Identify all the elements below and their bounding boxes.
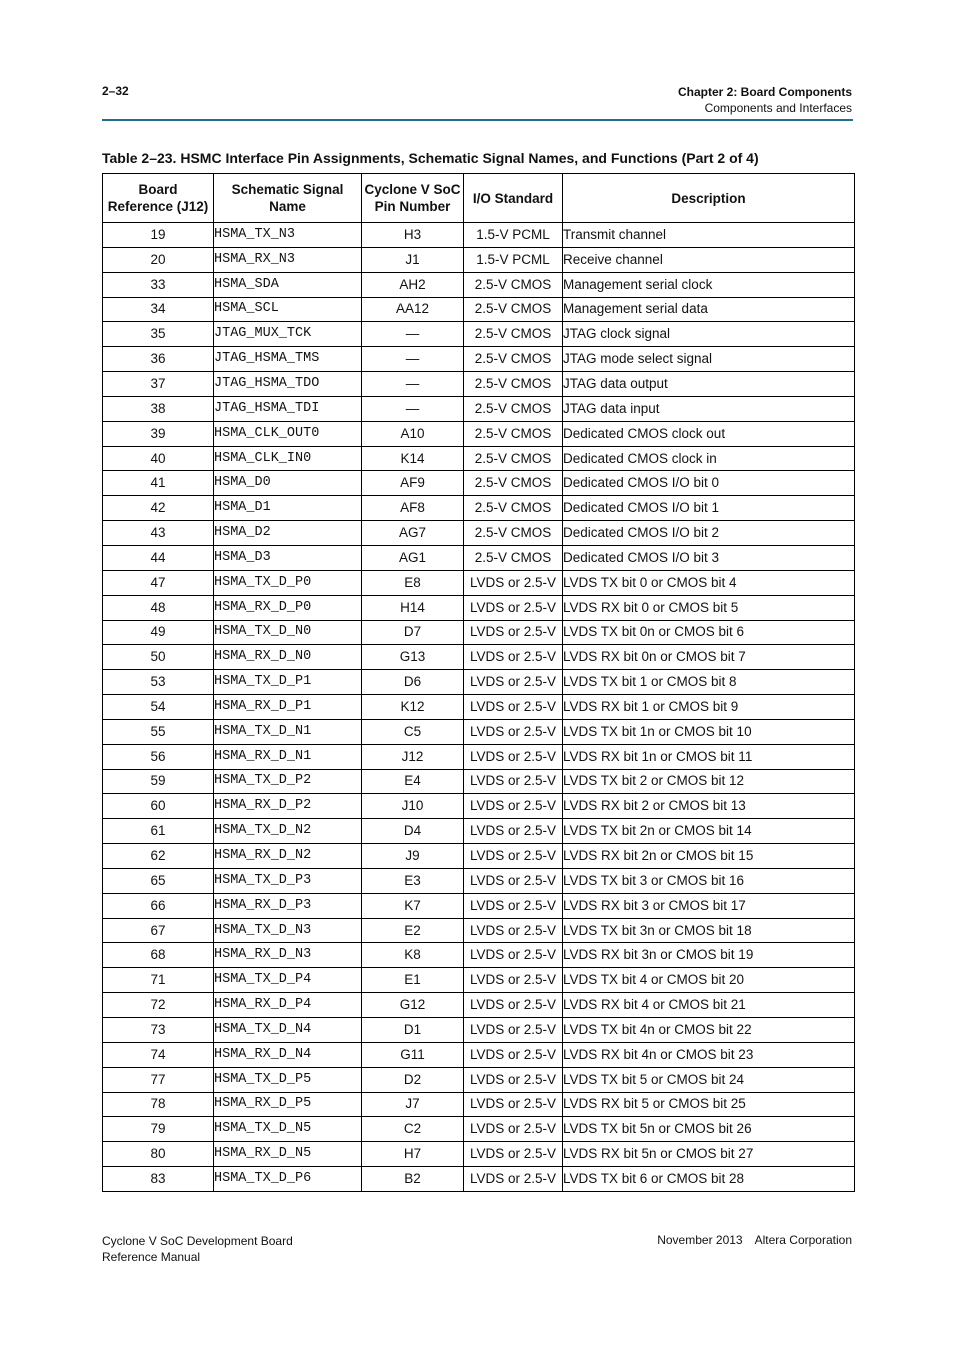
cell-signal-name: HSMA_RX_D_N3 [214,943,362,968]
cell-board-reference: 55 [103,719,214,744]
cell-pin-number: — [362,347,464,372]
cell-signal-name: HSMA_D1 [214,496,362,521]
table-row [103,372,855,397]
col-header-board-reference: Board Reference (J12) [103,174,214,223]
table-row [103,396,855,421]
table-row [103,1142,855,1167]
cell-description: LVDS TX bit 1 or CMOS bit 8 [563,670,855,695]
cell-description: Dedicated CMOS clock in [563,446,855,471]
table-row [103,1117,855,1142]
page-number: 2–32 [102,84,129,98]
cell-pin-number: J1 [362,247,464,272]
cell-io-standard: LVDS or 2.5-V [464,570,563,595]
cell-description: JTAG data input [563,396,855,421]
cell-pin-number: C5 [362,719,464,744]
cell-board-reference: 74 [103,1042,214,1067]
table-row [103,819,855,844]
cell-io-standard: 2.5-V CMOS [464,421,563,446]
table-row [103,645,855,670]
cell-pin-number: G13 [362,645,464,670]
cell-pin-number: — [362,396,464,421]
cell-board-reference: 47 [103,570,214,595]
cell-description: LVDS RX bit 5n or CMOS bit 27 [563,1142,855,1167]
cell-description: LVDS RX bit 3 or CMOS bit 17 [563,893,855,918]
cell-board-reference: 71 [103,968,214,993]
cell-pin-number: A10 [362,421,464,446]
cell-description: LVDS TX bit 3n or CMOS bit 18 [563,918,855,943]
table-row [103,1167,855,1192]
cell-pin-number: H14 [362,595,464,620]
cell-io-standard: 2.5-V CMOS [464,297,563,322]
cell-description: LVDS TX bit 1n or CMOS bit 10 [563,719,855,744]
cell-io-standard: LVDS or 2.5-V [464,993,563,1018]
cell-board-reference: 33 [103,272,214,297]
cell-board-reference: 36 [103,347,214,372]
cell-io-standard: LVDS or 2.5-V [464,645,563,670]
cell-signal-name: HSMA_RX_D_P1 [214,695,362,720]
cell-board-reference: 62 [103,844,214,869]
cell-signal-name: HSMA_TX_D_P4 [214,968,362,993]
table-row [103,844,855,869]
cell-description: LVDS TX bit 3 or CMOS bit 16 [563,868,855,893]
table-row [103,446,855,471]
cell-signal-name: HSMA_TX_D_P5 [214,1067,362,1092]
cell-description: Receive channel [563,247,855,272]
cell-signal-name: HSMA_SDA [214,272,362,297]
cell-board-reference: 72 [103,993,214,1018]
table-row [103,1067,855,1092]
cell-description: LVDS TX bit 4n or CMOS bit 22 [563,1018,855,1043]
cell-board-reference: 56 [103,744,214,769]
cell-pin-number: B2 [362,1167,464,1192]
cell-signal-name: HSMA_D2 [214,521,362,546]
table-row [103,670,855,695]
cell-io-standard: 1.5-V PCML [464,223,563,248]
footer-doc-title-line2: Reference Manual [102,1250,201,1264]
cell-board-reference: 78 [103,1092,214,1117]
cell-description: LVDS TX bit 2 or CMOS bit 12 [563,769,855,794]
cell-io-standard: 1.5-V PCML [464,247,563,272]
table-row [103,223,855,248]
cell-pin-number: D7 [362,620,464,645]
table-row [103,769,855,794]
cell-pin-number: K14 [362,446,464,471]
cell-signal-name: HSMA_TX_N3 [214,223,362,248]
cell-description: JTAG data output [563,372,855,397]
cell-signal-name: HSMA_D0 [214,471,362,496]
cell-io-standard: LVDS or 2.5-V [464,844,563,869]
cell-board-reference: 67 [103,918,214,943]
running-header [678,84,852,116]
cell-signal-name: HSMA_D3 [214,545,362,570]
cell-io-standard: LVDS or 2.5-V [464,1018,563,1043]
cell-description: Dedicated CMOS I/O bit 3 [563,545,855,570]
table-row [103,297,855,322]
cell-pin-number: D2 [362,1067,464,1092]
table-row [103,545,855,570]
table-row [103,347,855,372]
cell-io-standard: LVDS or 2.5-V [464,1167,563,1192]
table-row [103,744,855,769]
table-row [103,272,855,297]
cell-description: Dedicated CMOS I/O bit 2 [563,521,855,546]
cell-description: LVDS RX bit 2n or CMOS bit 15 [563,844,855,869]
table-row [103,595,855,620]
cell-description: JTAG clock signal [563,322,855,347]
cell-pin-number: AA12 [362,297,464,322]
cell-pin-number: AF9 [362,471,464,496]
table-row [103,421,855,446]
table-header-row [103,174,855,223]
cell-io-standard: LVDS or 2.5-V [464,595,563,620]
table-row [103,993,855,1018]
cell-board-reference: 35 [103,322,214,347]
table-row [103,893,855,918]
table-caption: Table 2–23. HSMC Interface Pin Assignments, Schematic Signal Names, and Functions (Part 2 of 4) [102,150,759,166]
cell-io-standard: LVDS or 2.5-V [464,1092,563,1117]
cell-pin-number: C2 [362,1117,464,1142]
cell-board-reference: 60 [103,794,214,819]
cell-io-standard: 2.5-V CMOS [464,545,563,570]
cell-board-reference: 20 [103,247,214,272]
cell-pin-number: E4 [362,769,464,794]
cell-description: Transmit channel [563,223,855,248]
cell-board-reference: 19 [103,223,214,248]
cell-description: LVDS TX bit 0 or CMOS bit 4 [563,570,855,595]
cell-io-standard: 2.5-V CMOS [464,521,563,546]
table-body [103,223,855,1192]
cell-board-reference: 44 [103,545,214,570]
cell-description: LVDS TX bit 5n or CMOS bit 26 [563,1117,855,1142]
cell-io-standard: 2.5-V CMOS [464,272,563,297]
footer-doc-title-line1: Cyclone V SoC Development Board [102,1234,293,1248]
cell-signal-name: HSMA_TX_D_N1 [214,719,362,744]
table-row [103,695,855,720]
cell-io-standard: LVDS or 2.5-V [464,769,563,794]
cell-pin-number: AG7 [362,521,464,546]
cell-signal-name: HSMA_RX_D_P3 [214,893,362,918]
cell-io-standard: LVDS or 2.5-V [464,695,563,720]
cell-signal-name: JTAG_HSMA_TDI [214,396,362,421]
cell-description: LVDS RX bit 1n or CMOS bit 11 [563,744,855,769]
cell-pin-number: H7 [362,1142,464,1167]
cell-io-standard: LVDS or 2.5-V [464,943,563,968]
cell-pin-number: E1 [362,968,464,993]
cell-io-standard: LVDS or 2.5-V [464,968,563,993]
cell-description: LVDS RX bit 0n or CMOS bit 7 [563,645,855,670]
cell-board-reference: 40 [103,446,214,471]
cell-io-standard: 2.5-V CMOS [464,396,563,421]
cell-board-reference: 38 [103,396,214,421]
cell-description: Dedicated CMOS clock out [563,421,855,446]
cell-signal-name: HSMA_RX_D_N2 [214,844,362,869]
table-row [103,943,855,968]
table-row [103,719,855,744]
cell-pin-number: D6 [362,670,464,695]
cell-description: LVDS RX bit 4n or CMOS bit 23 [563,1042,855,1067]
cell-signal-name: HSMA_RX_D_N0 [214,645,362,670]
table-row [103,918,855,943]
table-row [103,1042,855,1067]
table-row [103,471,855,496]
cell-pin-number: D1 [362,1018,464,1043]
cell-pin-number: — [362,322,464,347]
cell-pin-number: J12 [362,744,464,769]
cell-board-reference: 59 [103,769,214,794]
cell-io-standard: 2.5-V CMOS [464,496,563,521]
cell-description: Management serial clock [563,272,855,297]
cell-io-standard: LVDS or 2.5-V [464,719,563,744]
cell-signal-name: HSMA_RX_D_N5 [214,1142,362,1167]
cell-pin-number: AG1 [362,545,464,570]
cell-description: LVDS TX bit 5 or CMOS bit 24 [563,1067,855,1092]
col-header-pin-number: Cyclone V SoC Pin Number [362,174,464,223]
cell-board-reference: 43 [103,521,214,546]
cell-signal-name: HSMA_RX_D_P0 [214,595,362,620]
cell-description: LVDS TX bit 4 or CMOS bit 20 [563,968,855,993]
table-row [103,570,855,595]
cell-io-standard: 2.5-V CMOS [464,471,563,496]
cell-signal-name: HSMA_RX_D_N1 [214,744,362,769]
cell-signal-name: HSMA_CLK_OUT0 [214,421,362,446]
cell-io-standard: 2.5-V CMOS [464,322,563,347]
cell-description: LVDS TX bit 0n or CMOS bit 6 [563,620,855,645]
table-row [103,868,855,893]
cell-io-standard: LVDS or 2.5-V [464,620,563,645]
cell-signal-name: HSMA_SCL [214,297,362,322]
footer-date: November 2013 [657,1233,743,1247]
cell-pin-number: J10 [362,794,464,819]
cell-board-reference: 65 [103,868,214,893]
cell-description: LVDS TX bit 6 or CMOS bit 28 [563,1167,855,1192]
cell-board-reference: 68 [103,943,214,968]
cell-pin-number: AH2 [362,272,464,297]
cell-signal-name: HSMA_TX_D_N2 [214,819,362,844]
cell-pin-number: E3 [362,868,464,893]
cell-description: Dedicated CMOS I/O bit 0 [563,471,855,496]
cell-board-reference: 34 [103,297,214,322]
cell-pin-number: G11 [362,1042,464,1067]
header-rule [102,119,853,121]
cell-description: LVDS RX bit 2 or CMOS bit 13 [563,794,855,819]
table-row [103,322,855,347]
cell-pin-number: D4 [362,819,464,844]
cell-io-standard: LVDS or 2.5-V [464,1142,563,1167]
cell-pin-number: K8 [362,943,464,968]
footer-company: Altera Corporation [754,1233,852,1247]
cell-pin-number: E8 [362,570,464,595]
cell-io-standard: LVDS or 2.5-V [464,744,563,769]
cell-pin-number: E2 [362,918,464,943]
cell-description: LVDS RX bit 5 or CMOS bit 25 [563,1092,855,1117]
cell-signal-name: HSMA_TX_D_N3 [214,918,362,943]
cell-board-reference: 77 [103,1067,214,1092]
cell-description: LVDS RX bit 0 or CMOS bit 5 [563,595,855,620]
cell-signal-name: HSMA_RX_D_N4 [214,1042,362,1067]
cell-io-standard: 2.5-V CMOS [464,372,563,397]
cell-signal-name: HSMA_TX_D_P0 [214,570,362,595]
cell-signal-name: HSMA_TX_D_P1 [214,670,362,695]
cell-signal-name: HSMA_RX_N3 [214,247,362,272]
table-row [103,521,855,546]
cell-signal-name: JTAG_HSMA_TDO [214,372,362,397]
cell-description: JTAG mode select signal [563,347,855,372]
col-header-io-standard: I/O Standard [464,174,563,223]
cell-io-standard: 2.5-V CMOS [464,446,563,471]
table-row [103,620,855,645]
cell-io-standard: LVDS or 2.5-V [464,819,563,844]
cell-pin-number: — [362,372,464,397]
cell-signal-name: HSMA_CLK_IN0 [214,446,362,471]
cell-io-standard: LVDS or 2.5-V [464,670,563,695]
cell-board-reference: 41 [103,471,214,496]
table-row [103,1092,855,1117]
table-row [103,968,855,993]
cell-board-reference: 37 [103,372,214,397]
cell-signal-name: HSMA_TX_D_N4 [214,1018,362,1043]
cell-io-standard: 2.5-V CMOS [464,347,563,372]
cell-io-standard: LVDS or 2.5-V [464,918,563,943]
cell-signal-name: HSMA_TX_D_P2 [214,769,362,794]
cell-board-reference: 50 [103,645,214,670]
cell-board-reference: 42 [103,496,214,521]
cell-pin-number: K7 [362,893,464,918]
cell-pin-number: K12 [362,695,464,720]
cell-description: LVDS RX bit 4 or CMOS bit 21 [563,993,855,1018]
cell-io-standard: LVDS or 2.5-V [464,1067,563,1092]
pin-assignment-table [102,173,855,1192]
cell-signal-name: HSMA_TX_D_P6 [214,1167,362,1192]
cell-io-standard: LVDS or 2.5-V [464,868,563,893]
section-title: Components and Interfaces [704,101,852,115]
cell-board-reference: 53 [103,670,214,695]
cell-board-reference: 73 [103,1018,214,1043]
cell-board-reference: 48 [103,595,214,620]
cell-board-reference: 79 [103,1117,214,1142]
footer-publication-info [657,1233,852,1247]
cell-io-standard: LVDS or 2.5-V [464,1117,563,1142]
cell-board-reference: 61 [103,819,214,844]
cell-pin-number: H3 [362,223,464,248]
cell-description: Dedicated CMOS I/O bit 1 [563,496,855,521]
table-row [103,794,855,819]
cell-signal-name: HSMA_TX_D_N5 [214,1117,362,1142]
table-row [103,1018,855,1043]
cell-description: LVDS TX bit 2n or CMOS bit 14 [563,819,855,844]
cell-board-reference: 80 [103,1142,214,1167]
cell-board-reference: 39 [103,421,214,446]
cell-signal-name: HSMA_RX_D_P2 [214,794,362,819]
table-row [103,496,855,521]
cell-io-standard: LVDS or 2.5-V [464,893,563,918]
cell-pin-number: J9 [362,844,464,869]
cell-pin-number: J7 [362,1092,464,1117]
cell-signal-name: HSMA_TX_D_N0 [214,620,362,645]
cell-signal-name: JTAG_MUX_TCK [214,322,362,347]
cell-io-standard: LVDS or 2.5-V [464,1042,563,1067]
cell-pin-number: G12 [362,993,464,1018]
cell-signal-name: HSMA_TX_D_P3 [214,868,362,893]
cell-board-reference: 54 [103,695,214,720]
cell-signal-name: HSMA_RX_D_P5 [214,1092,362,1117]
table-row [103,247,855,272]
cell-board-reference: 66 [103,893,214,918]
cell-board-reference: 83 [103,1167,214,1192]
cell-pin-number: AF8 [362,496,464,521]
cell-board-reference: 49 [103,620,214,645]
cell-description: LVDS RX bit 3n or CMOS bit 19 [563,943,855,968]
cell-signal-name: HSMA_RX_D_P4 [214,993,362,1018]
cell-description: Management serial data [563,297,855,322]
cell-io-standard: LVDS or 2.5-V [464,794,563,819]
col-header-signal-name: Schematic Signal Name [214,174,362,223]
cell-signal-name: JTAG_HSMA_TMS [214,347,362,372]
chapter-title: Chapter 2: Board Components [677,85,852,99]
footer-doc-title [102,1233,293,1265]
col-header-description: Description [563,174,855,223]
cell-description: LVDS RX bit 1 or CMOS bit 9 [563,695,855,720]
